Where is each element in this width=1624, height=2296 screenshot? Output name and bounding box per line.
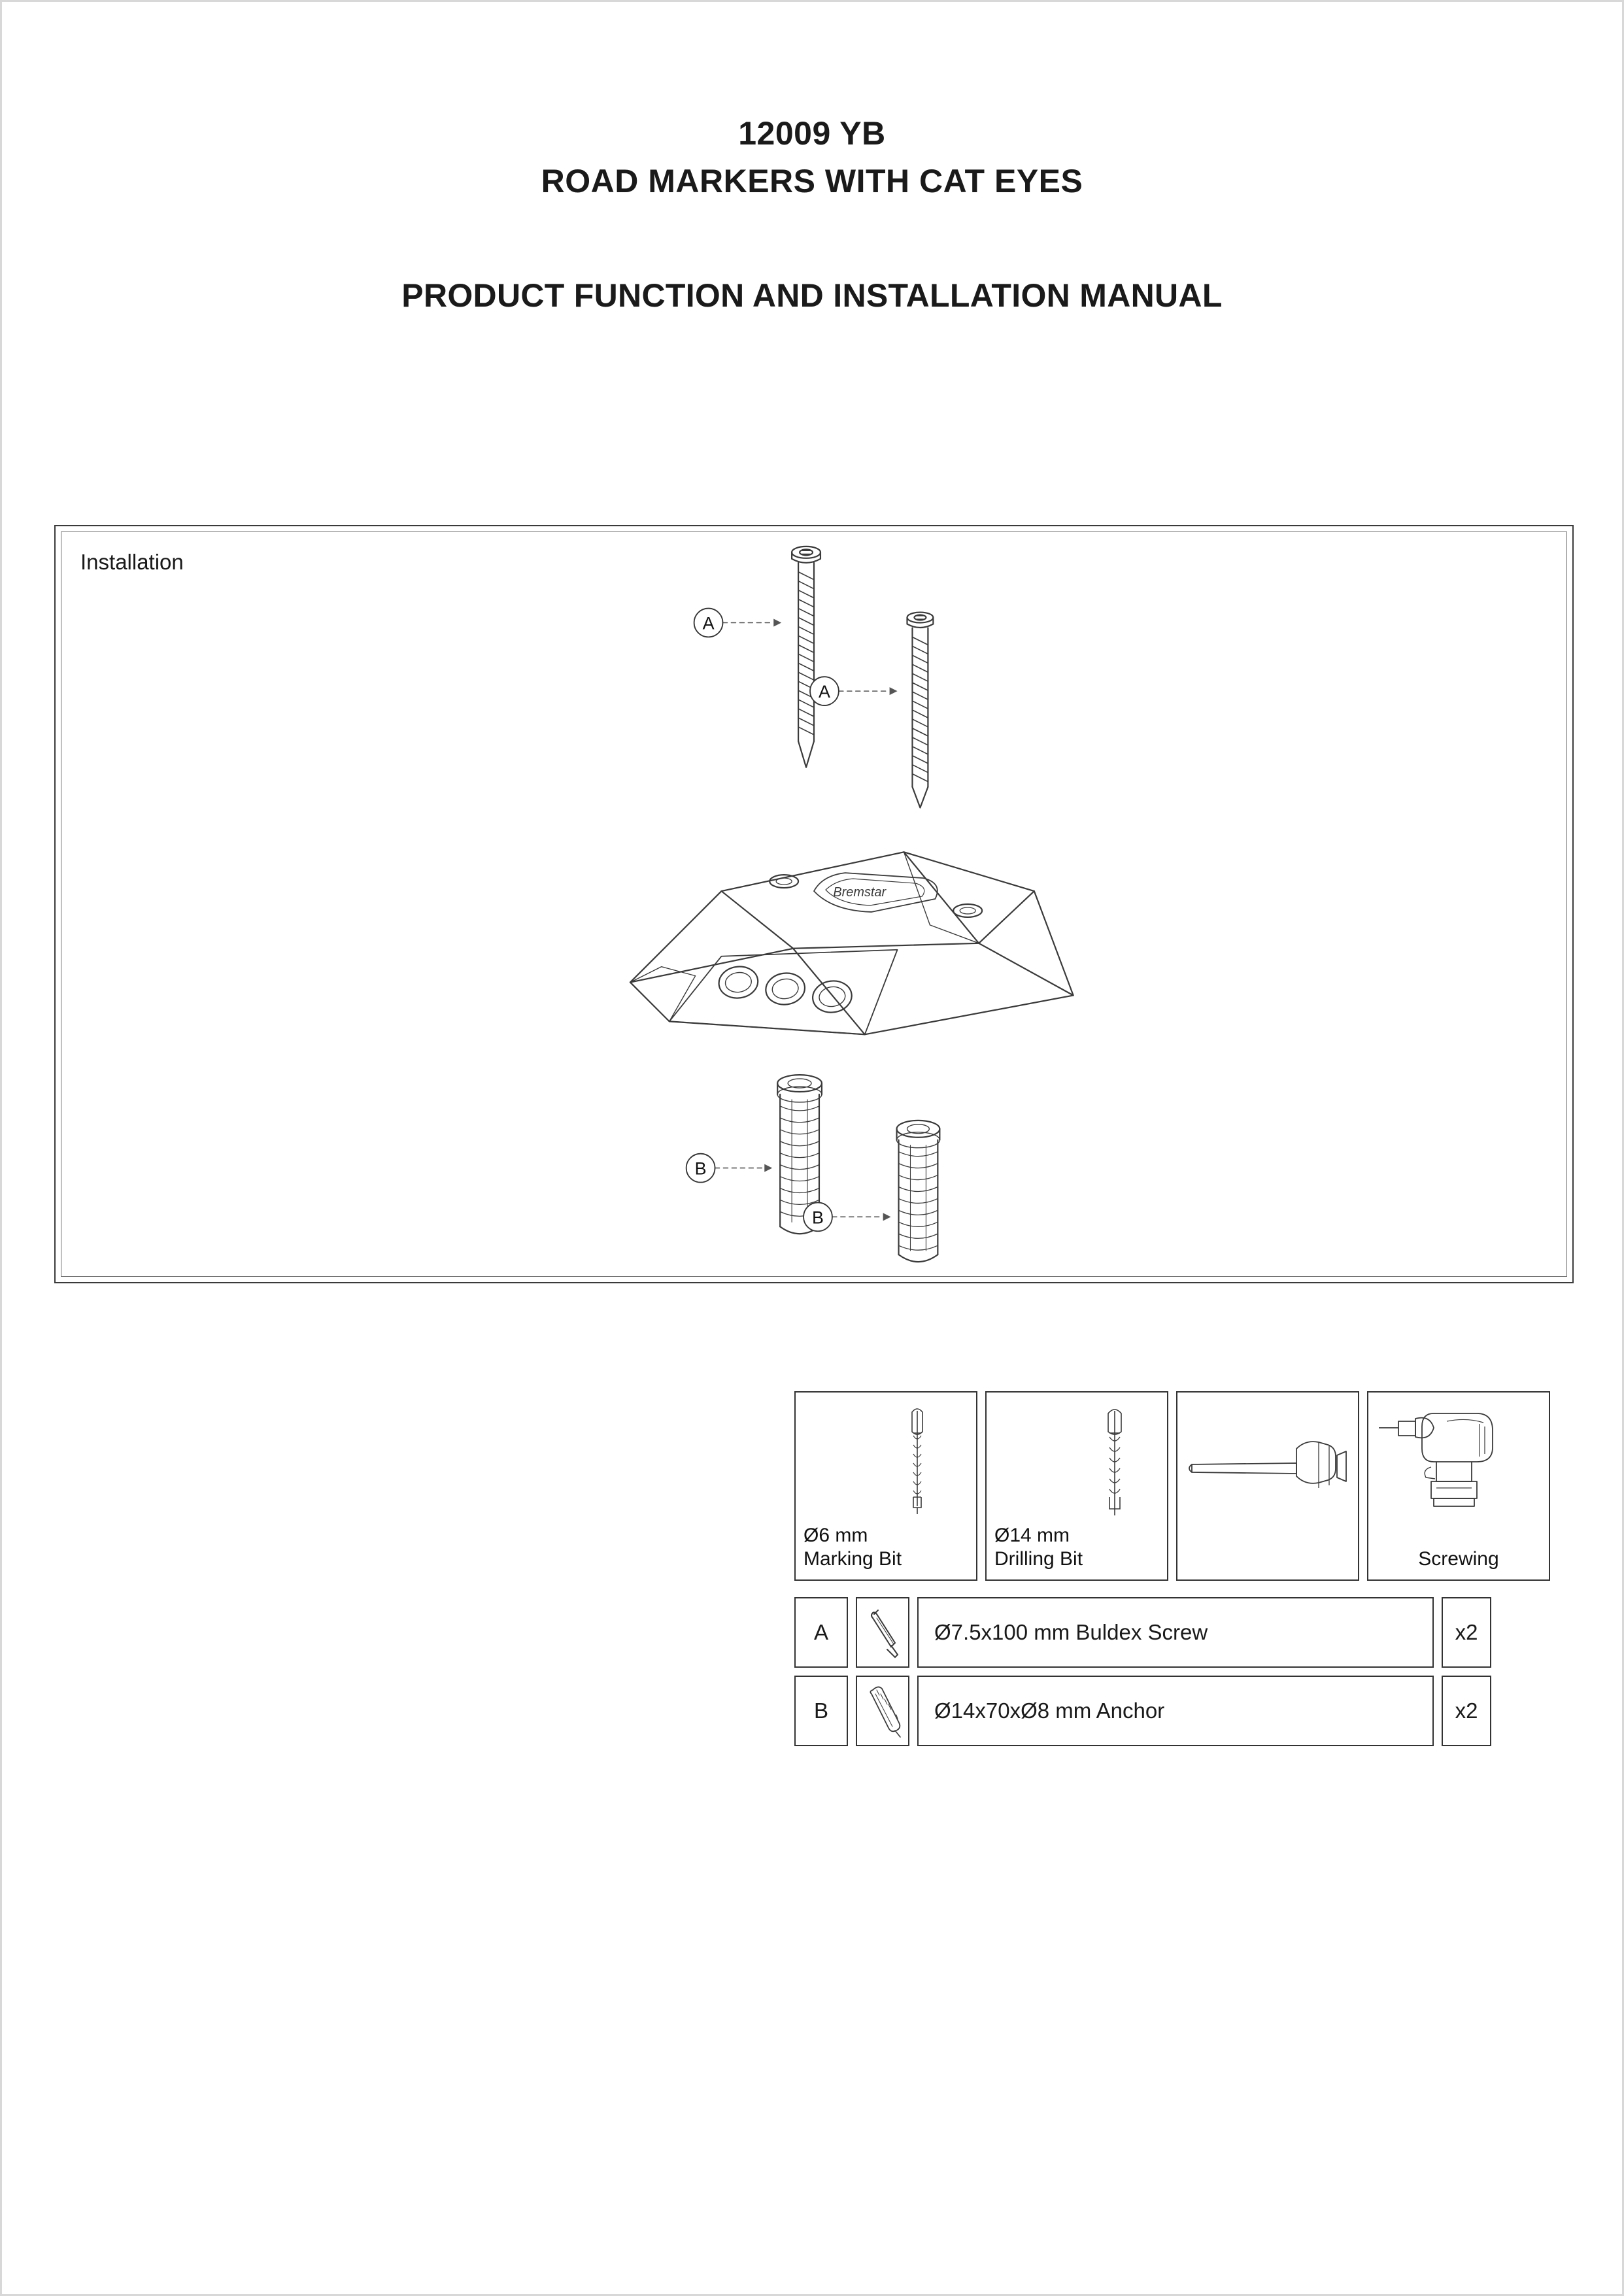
screw-icon <box>856 1597 909 1668</box>
model-code: 12009 YB <box>738 115 886 152</box>
callout-b-left: B <box>694 1158 707 1179</box>
part-quantity: x2 <box>1442 1597 1491 1668</box>
callout-b-right: B <box>812 1207 824 1228</box>
part-description: Ø14x70xØ8 mm Anchor <box>917 1676 1434 1746</box>
part-letter: B <box>794 1676 848 1746</box>
hammer-icon <box>1177 1399 1361 1523</box>
part-letter: A <box>794 1597 848 1668</box>
callout-circles <box>686 609 839 1232</box>
product-brand-text: Bremstar <box>833 885 887 900</box>
tool-cell-hammer <box>1176 1391 1359 1581</box>
part-quantity: x2 <box>1442 1676 1491 1746</box>
callout-a-bottom: A <box>818 682 830 702</box>
anchor-right-illustration <box>897 1121 940 1262</box>
installation-panel <box>54 525 1574 1283</box>
drill-bit-icon <box>987 1399 1170 1523</box>
tool-label-marking-bit <box>804 1524 971 1572</box>
leader-arrowheads <box>764 619 897 1221</box>
screw-long-illustration <box>792 547 820 768</box>
drill-bit-icon <box>796 1399 979 1523</box>
manual-title: PRODUCT FUNCTION AND INSTALLATION MANUAL <box>401 277 1223 314</box>
tool-cell-drilling-bit <box>985 1391 1168 1581</box>
product-name: ROAD MARKERS WITH CAT EYES <box>541 162 1083 199</box>
tools-row <box>794 1391 1550 1581</box>
installation-exploded-diagram <box>56 526 1572 1282</box>
tool-label-line2: Marking Bit <box>804 1548 902 1570</box>
cordless-drill-icon <box>1368 1399 1551 1523</box>
road-marker-body-illustration <box>630 852 1074 1034</box>
tool-label-screwing <box>1368 1547 1549 1572</box>
tool-label-line1: Ø6 mm <box>804 1524 868 1546</box>
parts-table <box>794 1597 1491 1754</box>
tool-label-drilling-bit <box>994 1524 1162 1572</box>
anchor-icon <box>856 1676 909 1746</box>
part-description: Ø7.5x100 mm Buldex Screw <box>917 1597 1434 1668</box>
tool-label-line1: Screwing <box>1418 1548 1499 1570</box>
callout-a-top: A <box>702 613 715 633</box>
tool-cell-marking-bit <box>794 1391 977 1581</box>
table-row <box>794 1597 1491 1668</box>
screw-short-illustration <box>907 613 934 808</box>
tool-label-line2: Drilling Bit <box>994 1548 1083 1570</box>
table-row <box>794 1676 1491 1746</box>
tool-label-line1: Ø14 mm <box>994 1524 1070 1546</box>
installation-section-label: Installation <box>80 550 184 574</box>
title-block <box>2 113 1622 201</box>
tool-cell-screwing <box>1367 1391 1550 1581</box>
leader-lines <box>715 622 890 1217</box>
